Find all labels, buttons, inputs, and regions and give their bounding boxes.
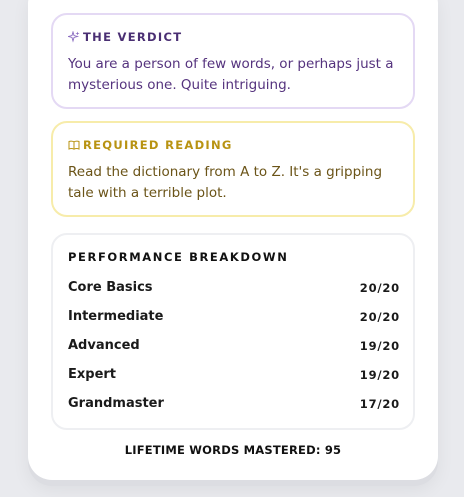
sparkle-icon <box>68 31 80 43</box>
breakdown-row-score: 17/20 <box>359 396 400 411</box>
breakdown-row <box>68 280 400 295</box>
verdict-title: THE VERDICT <box>83 30 183 44</box>
breakdown-row-score: 20/20 <box>359 280 400 295</box>
book-icon <box>68 139 80 151</box>
breakdown-row <box>68 309 400 324</box>
performance-breakdown-title: PERFORMANCE BREAKDOWN <box>68 250 289 264</box>
required-reading-panel <box>51 121 415 217</box>
verdict-heading <box>68 30 182 44</box>
breakdown-row <box>68 338 400 353</box>
required-reading-heading <box>68 138 233 152</box>
breakdown-row-label: Core Basics <box>68 280 153 295</box>
breakdown-row <box>68 396 400 411</box>
required-reading-title: REQUIRED READING <box>83 138 233 152</box>
breakdown-row-label: Expert <box>68 367 117 382</box>
breakdown-row-label: Advanced <box>68 338 140 353</box>
breakdown-row <box>68 367 400 382</box>
breakdown-row-label: Grandmaster <box>68 396 164 411</box>
verdict-text: You are a person of few words, or perhaps just a mysterious one. Quite intriguing. <box>68 56 394 93</box>
required-reading-text: Read the dictionary from A to Z. It's a gripping tale with a terrible plot. <box>68 164 383 201</box>
performance-breakdown-panel <box>51 233 415 430</box>
lifetime-words-mastered: LIFETIME WORDS MASTERED: 95 <box>124 443 342 457</box>
verdict-panel <box>51 13 415 109</box>
breakdown-row-score: 20/20 <box>359 309 400 324</box>
breakdown-row-score: 19/20 <box>359 338 400 353</box>
breakdown-row-label: Intermediate <box>68 309 164 324</box>
breakdown-row-score: 19/20 <box>359 367 400 382</box>
